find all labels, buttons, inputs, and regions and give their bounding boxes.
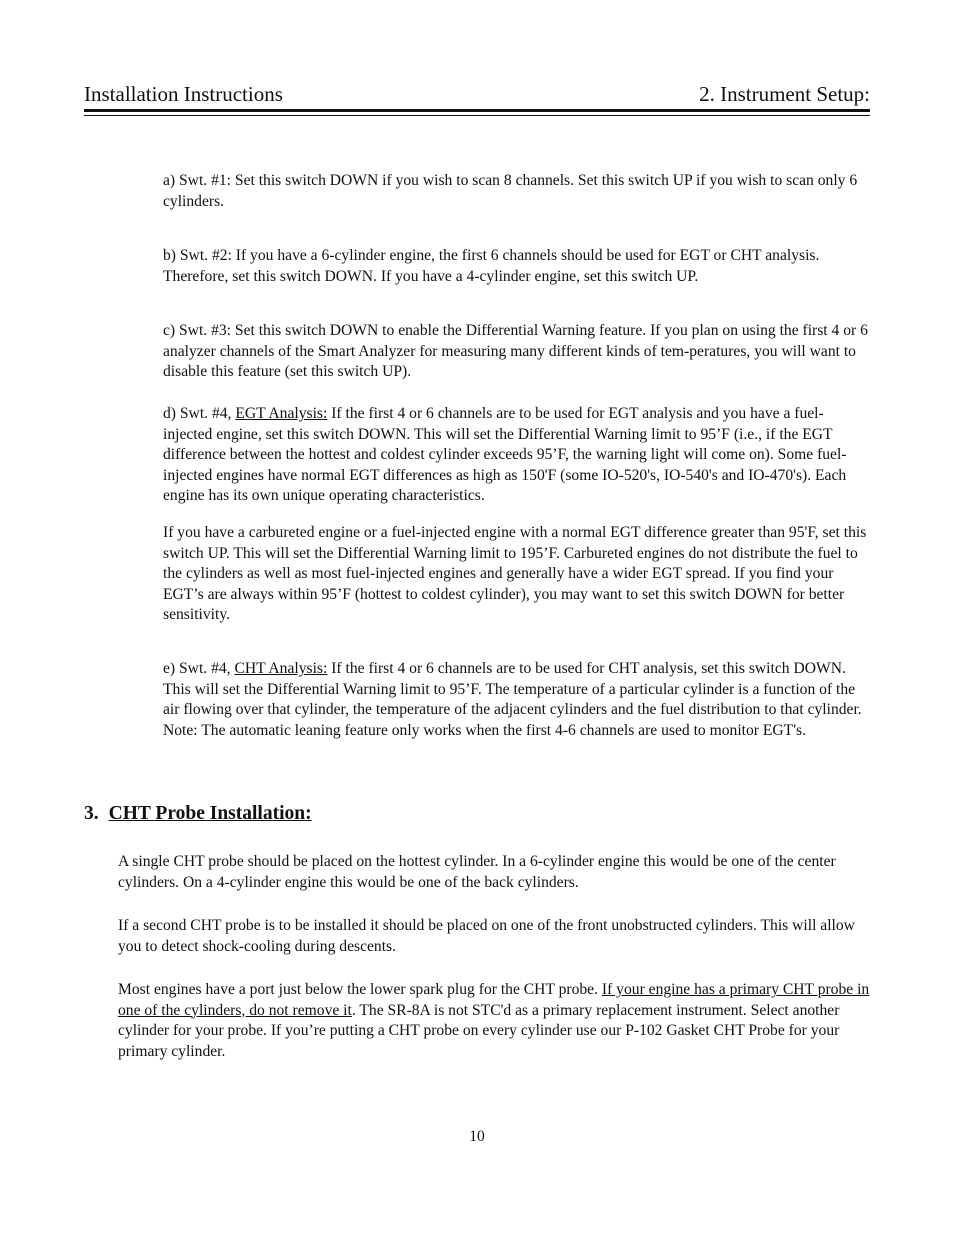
switch-4-cht-prefix: e) Swt. #4, [163, 660, 235, 677]
switch-4-egt-carbureted-paragraph: If you have a carbureted engine or a fuel-injected engine with a normal EGT difference greater than 95'F, set this switch UP. This will set the Differential Warning limit to 195’F. Carbureted engines do not distribute the fuel to the cylinders as well as most fuel-injected engines and generally have a wider EGT spread. If you find your EGT’s are always within 95’F (hottest to coldest cylinder), you may want to set this switch DOWN for better sensitivity. [163, 524, 867, 624]
egt-analysis-label: EGT Analysis: [235, 405, 328, 422]
cht-probe-paragraph-3 [118, 980, 870, 1062]
switch-4-egt-prefix: d) Swt. #4, [163, 405, 236, 422]
header-right-title: 2. Instrument Setup: [699, 82, 870, 106]
switch-4-egt-text: If the first 4 or 6 channels are to be used for EGT analysis and you have a fuel-injected engine, set this switch DOWN. This will set the Differential Warning limit to 95’F (i.e., if the EGT difference between the hottest and coldest cylinder exceeds 95’F, the warning light will come on). Some fuel-injected engines have normal EGT differences as high as 150'F (some IO-520's, IO-540's and IO-470's). Each engine has its own unique operating characteristics. [163, 405, 847, 505]
header-rule-thin [84, 115, 870, 116]
header-rule-thick [84, 109, 870, 112]
cht-probe-paragraph-3-prefix: Most engines have a port just below the lower spark plug for the CHT probe. [118, 981, 602, 998]
section-3-heading [84, 803, 312, 825]
switch-4-cht-text: If the first 4 or 6 channels are to be used for CHT analysis, set this switch DOWN. This will set the Differential Warning limit to 95’F. The temperature of a particular cylinder is a function of the air flowing over that cylinder, the temperature of the adjacent cylinders and the fuel distribution to that cylinder. Note: The automatic leaning feature only works when the first 4-6 channels are used to monitor EGT's. [163, 660, 862, 739]
switch-2-paragraph: b) Swt. #2: If you have a 6-cylinder engine, the first 6 channels should be used for EGT or CHT analysis. Therefore, set this switch DOWN. If you have a 4-cylinder engine, set this switch UP. [163, 247, 820, 285]
cht-analysis-label: CHT Analysis: [234, 660, 328, 677]
header-left-title: Installation Instructions [84, 82, 283, 106]
page-header [84, 80, 870, 110]
primary-probe-warning: If your engine has a primary CHT probe in one of the cylinders, do not remove it [118, 981, 870, 1019]
section-3-title: CHT Probe Installation: [108, 803, 312, 824]
switch-1-paragraph: a) Swt. #1: Set this switch DOWN if you wish to scan 8 channels. Set this switch UP if you wish to scan only 6 cylinders. [163, 172, 858, 210]
switch-4-egt-paragraph [163, 404, 873, 507]
section-3-number: 3. [84, 803, 99, 824]
cht-probe-paragraph-3-rest: . The SR-8A is not STC'd as a primary replacement instrument. Select another cylinder for your probe. If you’re putting a CHT probe on every cylinder use our P-102 Gasket CHT Probe for your primary cylinder. [118, 1001, 840, 1060]
cht-probe-paragraph-1: A single CHT probe should be placed on the hottest cylinder. In a 6-cylinder engine this would be one of the center cylinders. On a 4-cylinder engine this would be one of the back cylinders. [118, 853, 836, 891]
switch-3-paragraph: c) Swt. #3: Set this switch DOWN to enable the Differential Warning feature. If you plan on using the first 4 or 6 analyzer channels of the Smart Analyzer for measuring many different kinds of tem-peratures, you will want to disable this feature (set this switch UP). [163, 322, 868, 381]
cht-probe-paragraph-2: If a second CHT probe is to be installed it should be placed on one of the front unobstructed cylinders. This will allow you to detect shock-cooling during descents. [118, 917, 855, 955]
page-number: 10 [469, 1128, 485, 1145]
switch-4-cht-paragraph [163, 659, 873, 741]
